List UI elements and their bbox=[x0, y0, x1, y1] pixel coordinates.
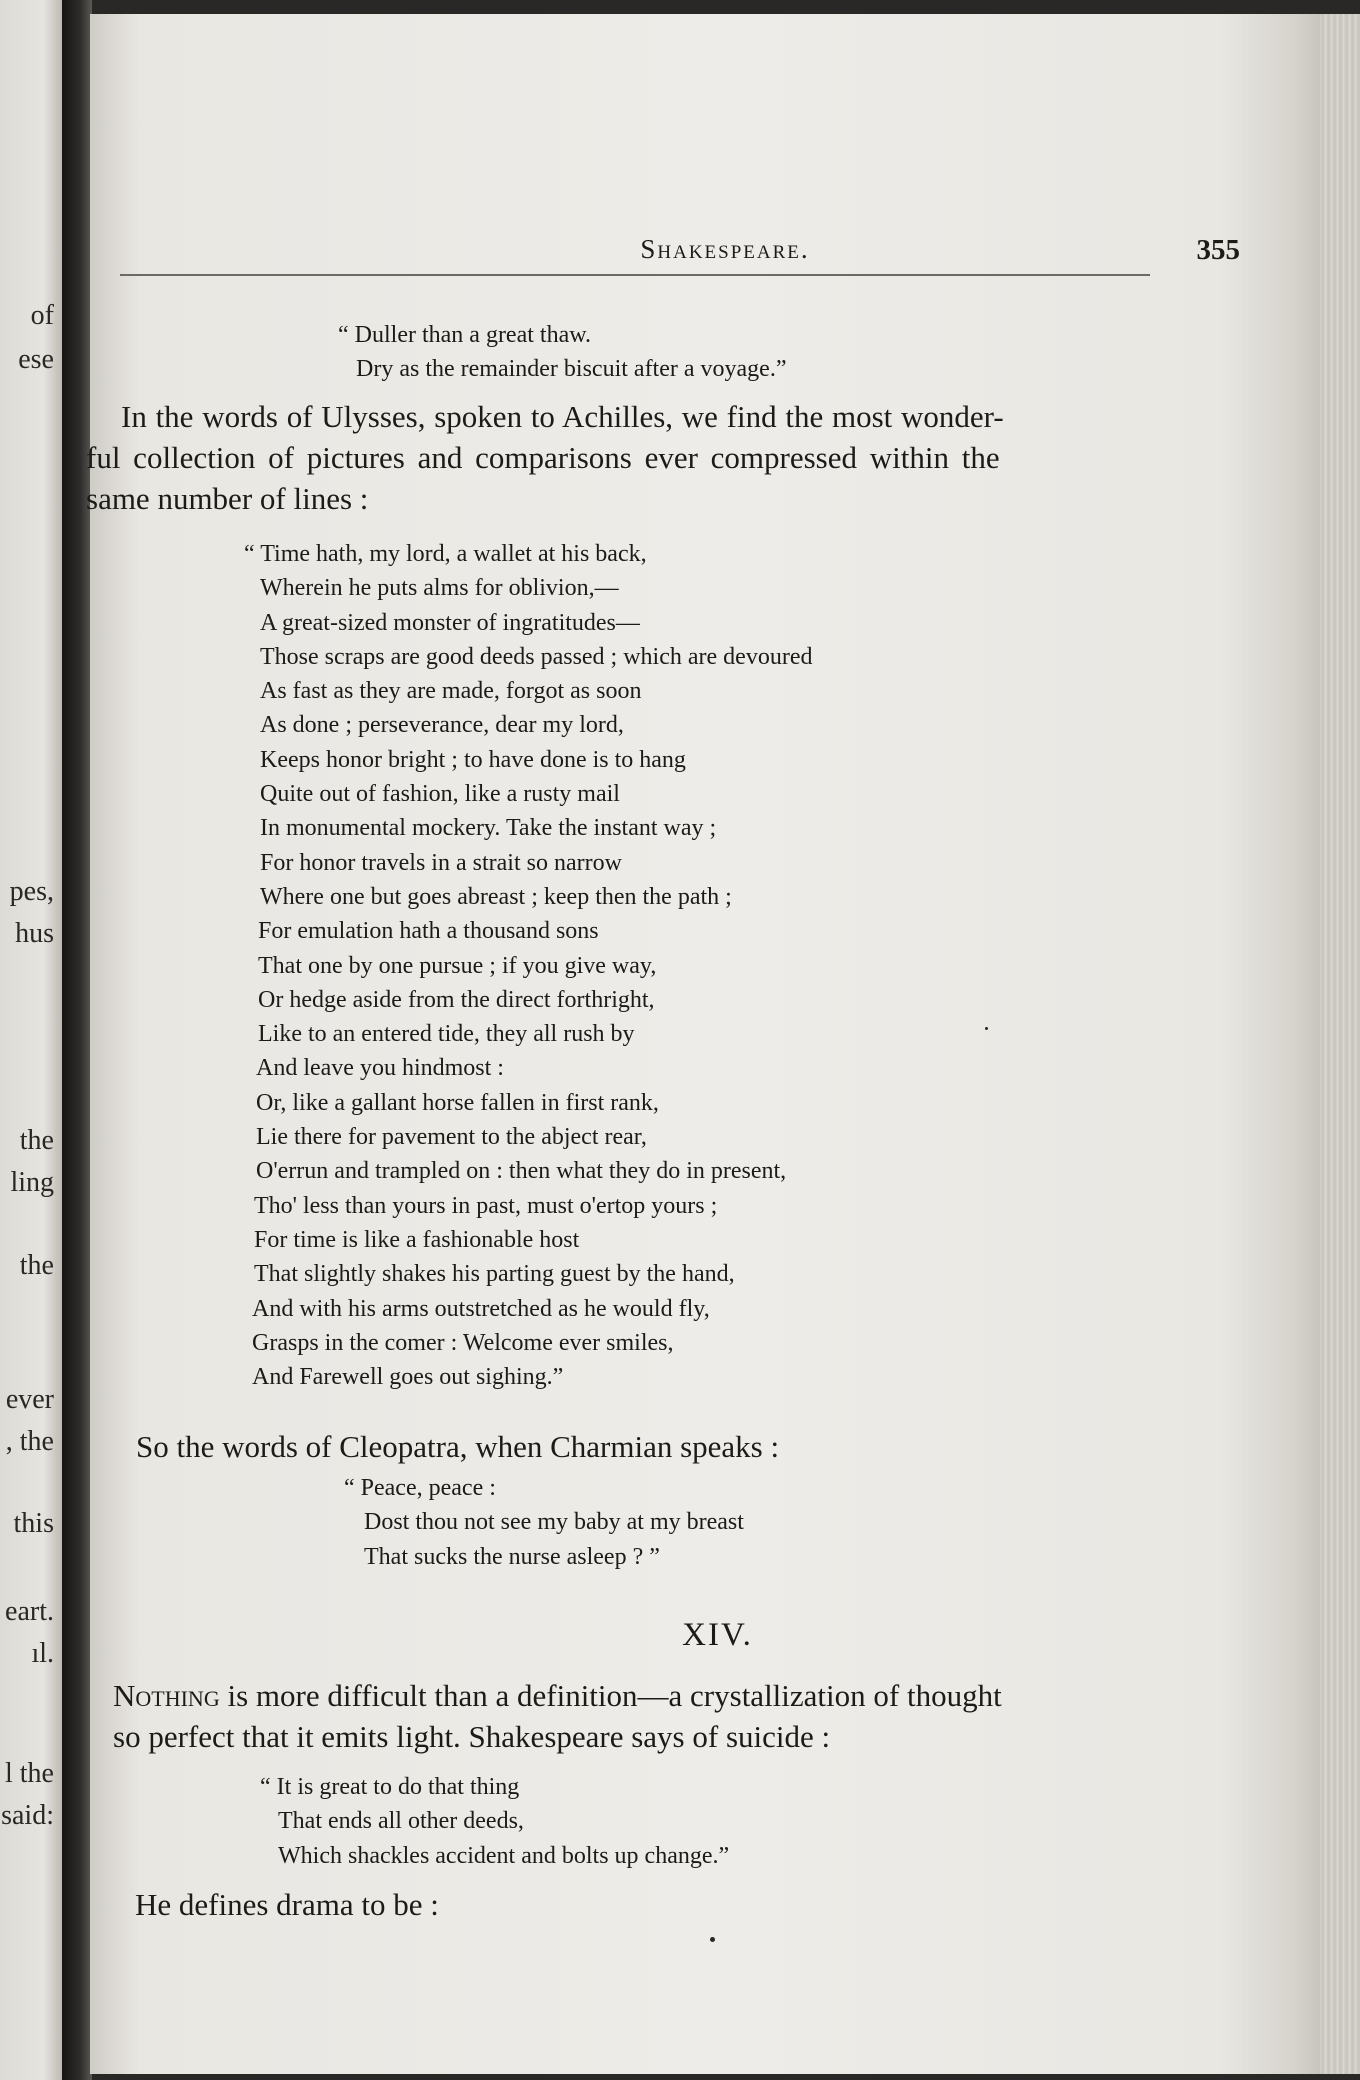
text-line: so perfect that it emits light. Shakespeare says of suicide : bbox=[113, 1719, 831, 1754]
left-fragment: said: bbox=[1, 1800, 54, 1831]
paragraph-ulysses bbox=[86, 396, 1146, 519]
book-page bbox=[86, 14, 1345, 2074]
running-head: Shakespeare. bbox=[640, 234, 810, 264]
verse-line: Keeps honor bright ; to have done is to hang bbox=[260, 746, 686, 773]
verse-line: “ Peace, peace : bbox=[344, 1475, 496, 1501]
paragraph-cleopatra bbox=[136, 1426, 779, 1467]
left-fragment: of bbox=[30, 300, 54, 331]
verse-line: Which shackles accident and bolts up change.” bbox=[278, 1842, 730, 1869]
left-fragment: ese bbox=[18, 344, 54, 375]
verse-line: For honor travels in a strait so narrow bbox=[260, 849, 622, 876]
text-line: ful collection of pictures and comparisons ever compressed within the bbox=[86, 440, 1000, 475]
verse-line: That ends all other deeds, bbox=[278, 1808, 524, 1835]
text-line: Nothing is more difficult than a definition—a crystallization of thought bbox=[113, 1678, 1002, 1713]
verse-line: Those scraps are good deeds passed ; which are devoured bbox=[260, 643, 813, 670]
verse-line: Where one but goes abreast ; keep then the path ; bbox=[260, 883, 732, 910]
verse-line: That one by one pursue ; if you give way, bbox=[258, 952, 657, 979]
verse-line: Dry as the remainder biscuit after a voyage.” bbox=[356, 356, 787, 382]
page-number: 355 bbox=[1196, 234, 1240, 266]
verse-line: And Farewell goes out sighing.” bbox=[252, 1364, 564, 1391]
left-fragment: ıl. bbox=[31, 1638, 54, 1669]
verse-line: A great-sized monster of ingratitudes— bbox=[260, 609, 640, 636]
left-fragment: hus bbox=[15, 918, 54, 949]
book-gutter bbox=[62, 0, 92, 2080]
verse-line: Lie there for pavement to the abject rear, bbox=[256, 1124, 647, 1151]
verse-line: For time is like a fashionable host bbox=[254, 1226, 580, 1253]
verse-line: Dost thou not see my baby at my breast bbox=[364, 1509, 744, 1536]
page-stack-edge bbox=[1320, 14, 1360, 2074]
paragraph-definition bbox=[113, 1675, 1002, 1757]
verse-line: In monumental mockery. Take the instant way ; bbox=[260, 815, 717, 842]
ink-speck bbox=[710, 1937, 715, 1942]
left-fragment: the bbox=[19, 1125, 54, 1156]
left-fragment: , the bbox=[5, 1426, 54, 1457]
verse-line: Or, like a gallant horse fallen in first rank, bbox=[256, 1089, 659, 1116]
quote-top bbox=[338, 318, 786, 386]
quote-ulysses bbox=[244, 537, 812, 1394]
verse-line: Wherein he puts alms for oblivion,— bbox=[260, 575, 619, 602]
text-line: So the words of Cleopatra, when Charmian speaks : bbox=[136, 1429, 780, 1464]
verse-line: Like to an entered tide, they all rush by bbox=[258, 1021, 635, 1048]
verse-line: That slightly shakes his parting guest by the hand, bbox=[254, 1261, 735, 1288]
quote-cleopatra bbox=[344, 1471, 744, 1574]
section-heading: XIV. bbox=[682, 1617, 753, 1653]
verse-line: O'errun and trampled on : then what they do in present, bbox=[256, 1158, 787, 1185]
verse-line: “ Duller than a great thaw. bbox=[338, 322, 591, 348]
left-fragment: this bbox=[13, 1508, 54, 1539]
paragraph-drama bbox=[135, 1884, 439, 1925]
left-fragment: the bbox=[19, 1250, 54, 1281]
ink-speck bbox=[985, 1027, 988, 1030]
verse-line: For emulation hath a thousand sons bbox=[258, 918, 599, 945]
verse-line: And leave you hindmost : bbox=[256, 1055, 504, 1082]
verse-line: “ It is great to do that thing bbox=[260, 1774, 520, 1800]
text-line: He defines drama to be : bbox=[135, 1887, 439, 1922]
previous-page-edge bbox=[0, 0, 62, 2080]
quote-suicide bbox=[260, 1770, 729, 1873]
verse-line: Or hedge aside from the direct forthright, bbox=[258, 986, 655, 1013]
verse-line: As done ; perseverance, dear my lord, bbox=[260, 712, 624, 739]
left-fragment: l the bbox=[5, 1758, 54, 1789]
text-line: same number of lines : bbox=[86, 481, 369, 516]
lead-word: Nothing bbox=[113, 1678, 220, 1713]
header-rule bbox=[120, 274, 1150, 276]
page-header bbox=[210, 234, 1240, 274]
verse-line: That sucks the nurse asleep ? ” bbox=[364, 1543, 660, 1570]
verse-line: As fast as they are made, forgot as soon bbox=[260, 678, 642, 705]
left-fragment: ever bbox=[5, 1384, 54, 1415]
left-fragment: eart. bbox=[5, 1596, 54, 1627]
text-line: In the words of Ulysses, spoken to Achilles, we find the most wonder- bbox=[121, 399, 1004, 434]
verse-line: And with his arms outstretched as he would fly, bbox=[252, 1295, 710, 1322]
verse-line: “ Time hath, my lord, a wallet at his back, bbox=[244, 541, 647, 567]
verse-line: Quite out of fashion, like a rusty mail bbox=[260, 781, 620, 808]
left-fragment: ling bbox=[10, 1167, 54, 1198]
verse-line: Grasps in the comer : Welcome ever smiles, bbox=[252, 1329, 674, 1356]
left-fragment: pes, bbox=[9, 876, 54, 907]
verse-line: Tho' less than yours in past, must o'ertop yours ; bbox=[254, 1192, 718, 1219]
